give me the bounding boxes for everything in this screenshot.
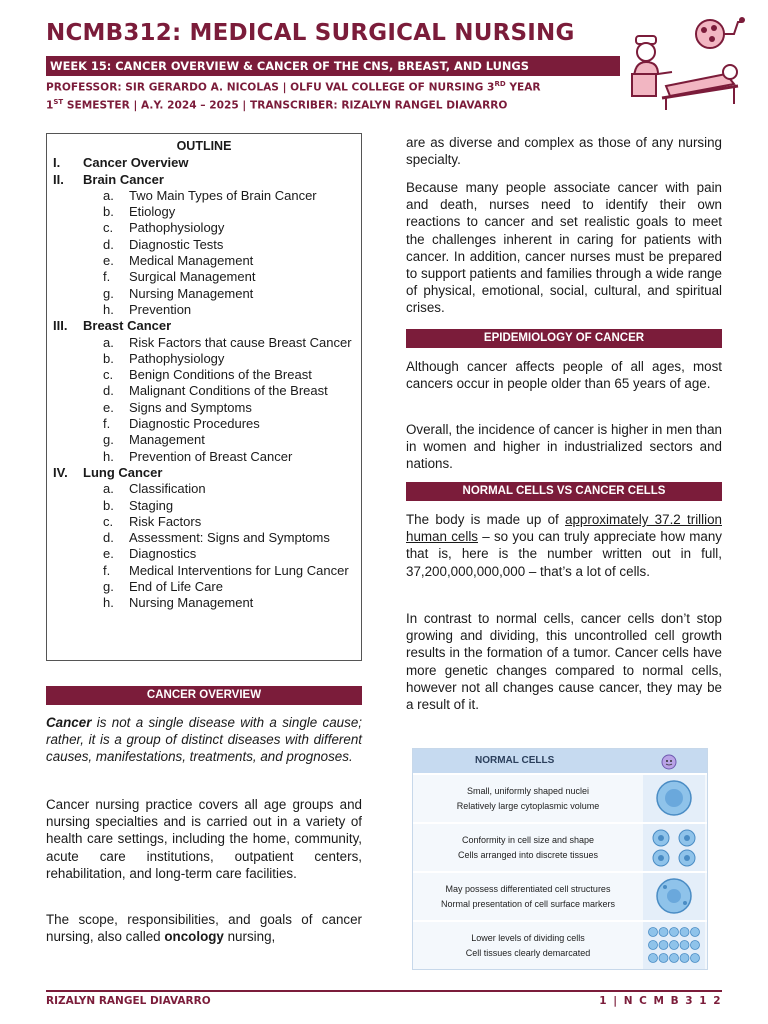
outline-item [53,563,355,579]
outline-item-text: Pathophysiology [129,220,225,236]
footer-page-number: 1 | N C M B 3 1 2 [599,995,722,1007]
outline-item [53,514,355,530]
outline-item-letter: f. [103,562,111,578]
outline-item-text: Management [129,432,205,448]
outline-item-text: Medical Management [129,253,254,269]
outline-section-number: IV. [53,464,68,480]
outline-item-letter: b. [103,350,114,366]
outline-item [53,335,355,351]
outline-item [53,220,355,236]
oncology-paragraph-continued: are as diverse and complex as those of any nursing specialty. [406,135,722,168]
outline-item [53,367,355,383]
outline-item [53,269,355,285]
outline-item-text: End of Life Care [129,579,223,595]
outline-item [53,432,355,448]
nurse-reactions-paragraph: Because many people associate cancer with pain and death, nurses need to identify their own reactions to cancer and set realistic goals to meet the challenges inherent in caring for patients with cancer. In addition, cancer nurses must be prepared to support patients and families through a wide range of physical, emotional, social, cultural, and spiritual crises. [406,180,722,316]
outline-section-number: I. [53,155,61,171]
outline-section-title: Breast Cancer [83,318,172,334]
cancer-definition-paragraph: Cancer is not a single disease with a single cause; rather, it is a group of distinct diseases with different causes, manifestations, treatments, and prognoses. [46,715,362,765]
outline-item-letter: e. [103,546,114,562]
nurse-patient-illustration [626,14,746,114]
outline-item-letter: a. [103,481,114,497]
normal-cells-row-line: Relatively large cytoplasmic volume [456,800,600,811]
outline-item-text: Nursing Management [129,285,254,301]
outline-item-letter: g. [103,432,114,448]
outline-item-text: Two Main Types of Brain Cancer [129,187,317,203]
normal-cells-row-line: Normal presentation of cell surface markers [440,898,616,909]
outline-item-text: Etiology [129,204,176,220]
normal-cells-row-line: Cell tissues clearly demarcated [465,947,591,958]
outline-item [53,595,355,611]
outline-section [53,172,355,188]
outline-item-text: Surgical Management [129,269,256,285]
normal-cells-row-text [413,882,643,912]
smiling-cell-icon [659,751,679,771]
normal-cells-figure-title: NORMAL CELLS [413,749,707,773]
normal-cells-row-text [413,833,643,863]
outline-item [53,449,355,465]
outline-item-text: Signs and Symptoms [129,399,252,415]
outline-item [53,188,355,204]
epidemiology-age-paragraph: Although cancer affects people of all ages, most cancers occur in people older than 65 years of age. [406,359,722,392]
normal-cells-row-text [413,931,643,961]
outline-item-text: Medical Interventions for Lung Cancer [129,562,349,578]
footer-rule [46,990,722,992]
outline-section-title: Brain Cancer [83,171,164,187]
cell-icon [643,824,705,871]
outline-item-letter: h. [103,595,114,611]
outline-item-letter: d. [103,383,114,399]
normal-cells-row-line: Small, uniformly shaped nuclei [466,785,590,796]
outline-item [53,530,355,546]
normal-cells-row-line: Cells arranged into discrete tissues [457,849,599,860]
normal-cells-row-text [413,784,643,814]
normal-cells-row-line: Lower levels of dividing cells [471,932,585,943]
outline-item-letter: c. [103,513,114,529]
normal-cells-row [413,871,707,920]
normal-cells-row-line: May possess differentiated cell structures [445,883,611,894]
outline-item-letter: h. [103,448,114,464]
outline-item-letter: b. [103,497,114,513]
page-title: NCMB312: MEDICAL SURGICAL NURSING [46,20,575,46]
outline-item-letter: g. [103,579,114,595]
normal-cells-row [413,773,707,822]
epidemiology-heading: EPIDEMIOLOGY OF CANCER [406,329,722,348]
outline-item-text: Benign Conditions of the Breast [129,367,312,383]
normal-cells-row [413,920,707,969]
outline-item-letter: a. [103,187,114,203]
cell-illustration [643,873,705,920]
cell-illustration [643,824,705,871]
outline-section [53,465,355,481]
outline-item-text: Risk Factors [129,513,202,529]
oncology-paragraph: The scope, responsibilities, and goals of cancer nursing, also called oncology nursing, [46,912,362,945]
outline-item [53,302,355,318]
week-banner: WEEK 15: CANCER OVERVIEW & CANCER OF THE CNS, BREAST, AND LUNGS [46,56,620,76]
outline-item-letter: e. [103,253,114,269]
outline-item [53,383,355,399]
outline-item [53,253,355,269]
outline-item [53,204,355,220]
outline-item-text: Prevention of Breast Cancer [129,448,293,464]
outline-item-text: Malignant Conditions of the Breast [129,383,328,399]
outline-item-letter: b. [103,204,114,220]
outline-item-text: Staging [129,497,174,513]
cell-illustration [643,922,705,969]
outline-section-number: II. [53,171,64,187]
outline-section-title: Lung Cancer [83,464,163,480]
outline-section-number: III. [53,318,68,334]
outline-item-text: Diagnostics [129,546,197,562]
normal-vs-cancer-heading: NORMAL CELLS VS CANCER CELLS [406,482,722,501]
outline-item [53,498,355,514]
outline-item [53,416,355,432]
professor-line: PROFESSOR: SIR GERARDO A. NICOLAS | OLFU VAL COLLEGE OF NURSING 3RD YEAR [46,80,541,94]
outline-item [53,579,355,595]
outline-item-text: Diagnostic Tests [129,236,224,252]
outline-item-letter: h. [103,301,114,317]
outline-item-text: Diagnostic Procedures [129,416,260,432]
outline-item-letter: f. [103,269,111,285]
outline-item [53,400,355,416]
outline-item-letter: d. [103,236,114,252]
outline-item-text: Prevention [129,301,192,317]
normal-cells-figure [412,748,708,970]
semester-line: 1ST SEMESTER | A.Y. 2024 – 2025 | TRANSCRIBER: RIZALYN RANGEL DIAVARRO [46,98,508,112]
outline-heading: OUTLINE [176,139,232,153]
outline-item-letter: f. [103,416,111,432]
footer-transcriber-name: RIZALYN RANGEL DIAVARRO [46,995,211,1007]
cell-icon [643,873,705,920]
outline-section-title: Cancer Overview [83,155,189,171]
outline-item [53,481,355,497]
outline-item [53,237,355,253]
cell-icon [643,922,705,969]
cell-icon [643,775,705,822]
outline-item [53,351,355,367]
outline-item-letter: c. [103,367,114,383]
cell-count-paragraph: The body is made up of approximately 37.2 trillion human cells – so you can truly appreciate how many that is, here is the number written out in full, 37,200,000,000,000 – that’s a lot of cells. [406,512,723,579]
normal-cells-row-line: Conformity in cell size and shape [461,834,595,845]
outline-item-text: Risk Factors that cause Breast Cancer [129,334,352,350]
outline-item [53,546,355,562]
outline-item-text: Pathophysiology [129,350,225,366]
cancer-growth-paragraph: In contrast to normal cells, cancer cells don’t stop growing and dividing, this uncontrolled cell growth results in the formation of a tumor. Cancer cells have more genetic changes compared to normal cells, however not all changes cause cancer, they may be a result of it. [406,611,722,713]
cell-illustration [643,775,705,822]
outline-item-text: Assessment: Signs and Symptoms [129,530,330,546]
normal-cells-row [413,822,707,871]
cancer-overview-heading: CANCER OVERVIEW [46,686,362,705]
outline-item-letter: g. [103,285,114,301]
outline-section [53,318,355,334]
outline-item [53,286,355,302]
outline-item-letter: c. [103,220,114,236]
outline-item-text: Classification [129,481,206,497]
outline-item-text: Nursing Management [129,595,254,611]
cancer-nursing-paragraph: Cancer nursing practice covers all age groups and nursing specialties and is carried out in a variety of health care settings, including the home, community, acute care institutions, outpatient centers, rehabilitation, and long-term care facilities. [46,797,362,881]
outline-item-letter: d. [103,530,114,546]
outline-item-letter: e. [103,399,114,415]
outline-section [53,155,355,171]
outline-box [46,133,362,661]
epidemiology-incidence-paragraph: Overall, the incidence of cancer is higher in men than in women and higher in industrialized sectors and nations. [406,422,722,472]
outline-item-letter: a. [103,334,114,350]
